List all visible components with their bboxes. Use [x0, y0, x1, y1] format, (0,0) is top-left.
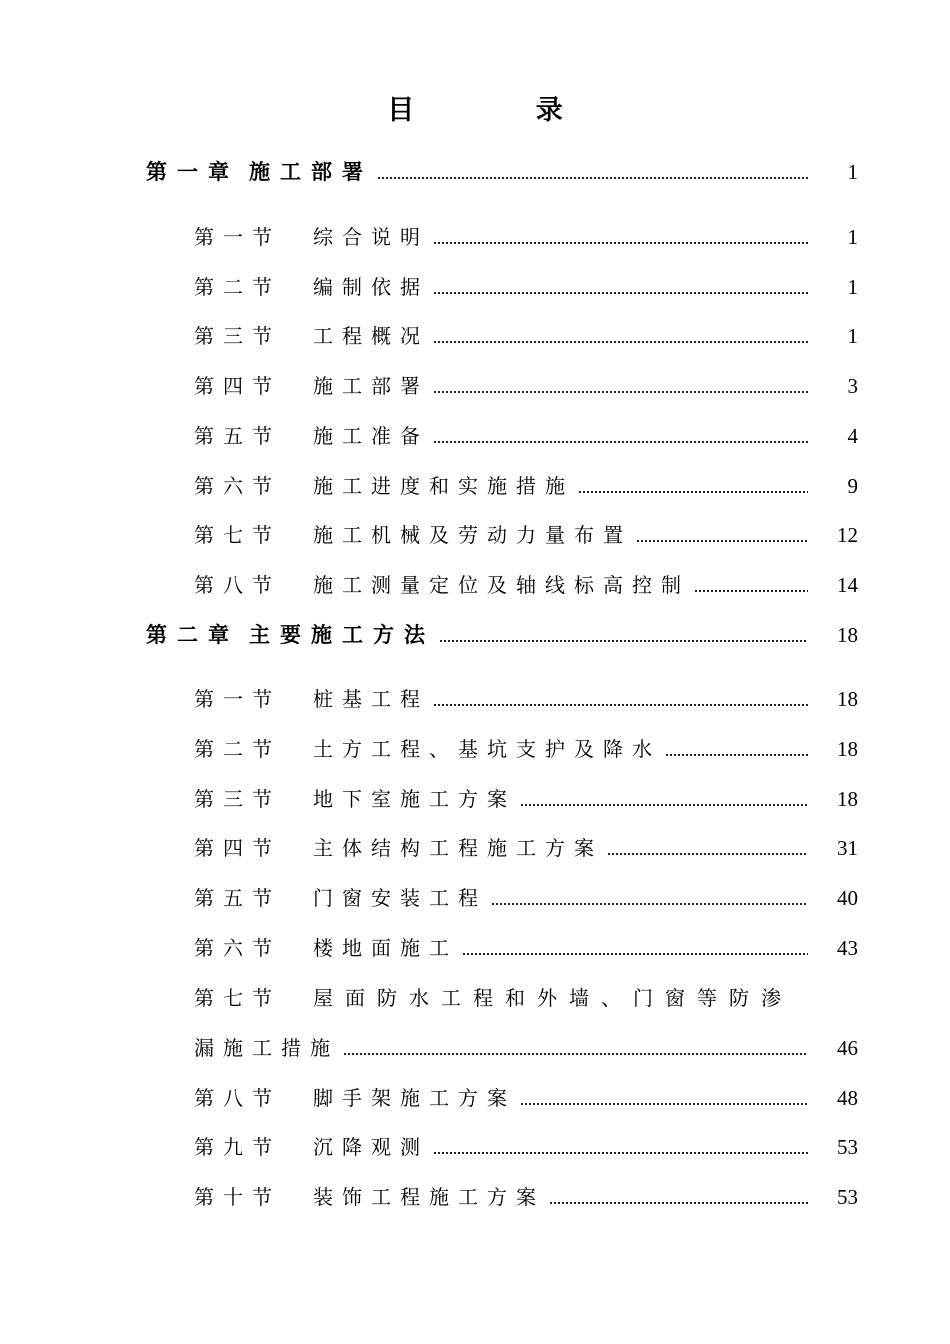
section-name: 土方工程、基坑支护及降水	[313, 737, 661, 761]
page-number: 18	[837, 787, 858, 811]
leader-dots	[636, 540, 808, 542]
section-name: 编制依据	[313, 275, 429, 299]
page-number: 18	[837, 623, 858, 647]
toc-title: 目 录	[387, 95, 619, 126]
chapter-name: 施工部署	[249, 160, 373, 184]
page-number: 1	[847, 225, 858, 249]
section-label: 第二节	[194, 275, 281, 299]
toc-section[interactable]	[194, 517, 858, 547]
section-label: 第六节	[194, 474, 281, 498]
section-label: 第四节	[194, 374, 281, 398]
toc-section[interactable]	[194, 781, 858, 811]
section-name: 楼地面施工	[313, 936, 458, 960]
page-number: 18	[837, 687, 858, 711]
section-name: 工程概况	[313, 324, 429, 348]
section-label: 第七节	[194, 986, 281, 1010]
section-name: 施工准备	[313, 424, 429, 448]
chapter-label: 第一章	[146, 160, 239, 184]
leader-dots	[607, 853, 808, 855]
page-number: 18	[837, 737, 858, 761]
leader-dots	[433, 704, 808, 706]
leader-dots	[462, 953, 808, 955]
section-label: 第十节	[194, 1185, 281, 1209]
section-name: 地下室施工方案	[313, 787, 516, 811]
page-number: 14	[837, 573, 858, 597]
toc-chapter-2[interactable]	[146, 617, 858, 647]
page-number: 9	[847, 474, 858, 498]
toc-section[interactable]	[194, 731, 858, 761]
leader-dots	[343, 1053, 808, 1055]
section-name: 沉降观测	[313, 1135, 429, 1159]
leader-dots	[520, 1103, 808, 1105]
leader-dots	[377, 177, 808, 179]
leader-dots	[433, 341, 808, 343]
section-label: 第二节	[194, 737, 281, 761]
section-label: 第五节	[194, 886, 281, 910]
toc-section[interactable]	[194, 269, 858, 299]
page-number: 43	[837, 936, 858, 960]
toc-section[interactable]	[194, 219, 858, 249]
page-number: 31	[837, 836, 858, 860]
section-name: 门窗安装工程	[313, 886, 487, 910]
section-label: 第一节	[194, 687, 281, 711]
page-number: 53	[837, 1135, 858, 1159]
section-label: 第八节	[194, 573, 281, 597]
section-label: 第五节	[194, 424, 281, 448]
toc-section[interactable]	[194, 930, 858, 960]
leader-dots	[439, 640, 808, 642]
toc-section[interactable]	[194, 1129, 858, 1159]
section-label: 第八节	[194, 1086, 281, 1110]
section-name: 施工部署	[313, 374, 429, 398]
chapter-name: 主要施工方法	[249, 623, 435, 647]
toc-section[interactable]	[194, 368, 858, 398]
page-number: 1	[847, 160, 858, 184]
section-label: 第四节	[194, 836, 281, 860]
leader-dots	[433, 1152, 808, 1154]
section-name: 桩基工程	[313, 687, 429, 711]
page-number: 3	[847, 374, 858, 398]
toc-section[interactable]	[194, 468, 858, 498]
section-name: 施工机械及劳动力量布置	[313, 523, 632, 547]
leader-dots	[433, 391, 808, 393]
leader-dots	[578, 491, 808, 493]
section-name-continued: 漏施工措施	[194, 1036, 339, 1060]
toc-section[interactable]	[194, 567, 858, 597]
section-label: 第七节	[194, 523, 281, 547]
section-label: 第九节	[194, 1135, 281, 1159]
leader-dots	[549, 1202, 808, 1204]
toc-section[interactable]	[194, 880, 858, 910]
toc-section[interactable]	[194, 681, 858, 711]
page-number: 1	[847, 275, 858, 299]
toc-chapter-1[interactable]	[146, 154, 858, 184]
toc-section-wrapped-line2[interactable]	[194, 1030, 858, 1060]
leader-dots	[433, 242, 808, 244]
page-number: 48	[837, 1086, 858, 1110]
section-label: 第三节	[194, 787, 281, 811]
leader-dots	[491, 903, 808, 905]
section-label: 第一节	[194, 225, 281, 249]
leader-dots	[520, 804, 808, 806]
toc-section-wrapped-line1[interactable]	[194, 980, 858, 1010]
page-number: 40	[837, 886, 858, 910]
section-label: 第六节	[194, 936, 281, 960]
leader-dots	[665, 754, 808, 756]
section-name: 施工测量定位及轴线标高控制	[313, 573, 690, 597]
page-number: 1	[847, 324, 858, 348]
toc-section[interactable]	[194, 1080, 858, 1110]
section-name: 主体结构工程施工方案	[313, 836, 603, 860]
section-name: 屋面防水工程和外墙、门窗等防渗	[313, 986, 793, 1010]
leader-dots	[694, 590, 808, 592]
page-number: 12	[837, 523, 858, 547]
section-name: 装饰工程施工方案	[313, 1185, 545, 1209]
section-name: 施工进度和实施措施	[313, 474, 574, 498]
leader-dots	[433, 441, 808, 443]
section-name: 综合说明	[313, 225, 429, 249]
toc-section[interactable]	[194, 1179, 858, 1209]
leader-dots	[433, 292, 808, 294]
chapter-label: 第二章	[146, 623, 239, 647]
page-number: 46	[837, 1036, 858, 1060]
page-number: 53	[837, 1185, 858, 1209]
toc-section[interactable]	[194, 318, 858, 348]
toc-section[interactable]	[194, 830, 858, 860]
section-name: 脚手架施工方案	[313, 1086, 516, 1110]
section-label: 第三节	[194, 324, 281, 348]
toc-section[interactable]	[194, 418, 858, 448]
page-number: 4	[847, 424, 858, 448]
